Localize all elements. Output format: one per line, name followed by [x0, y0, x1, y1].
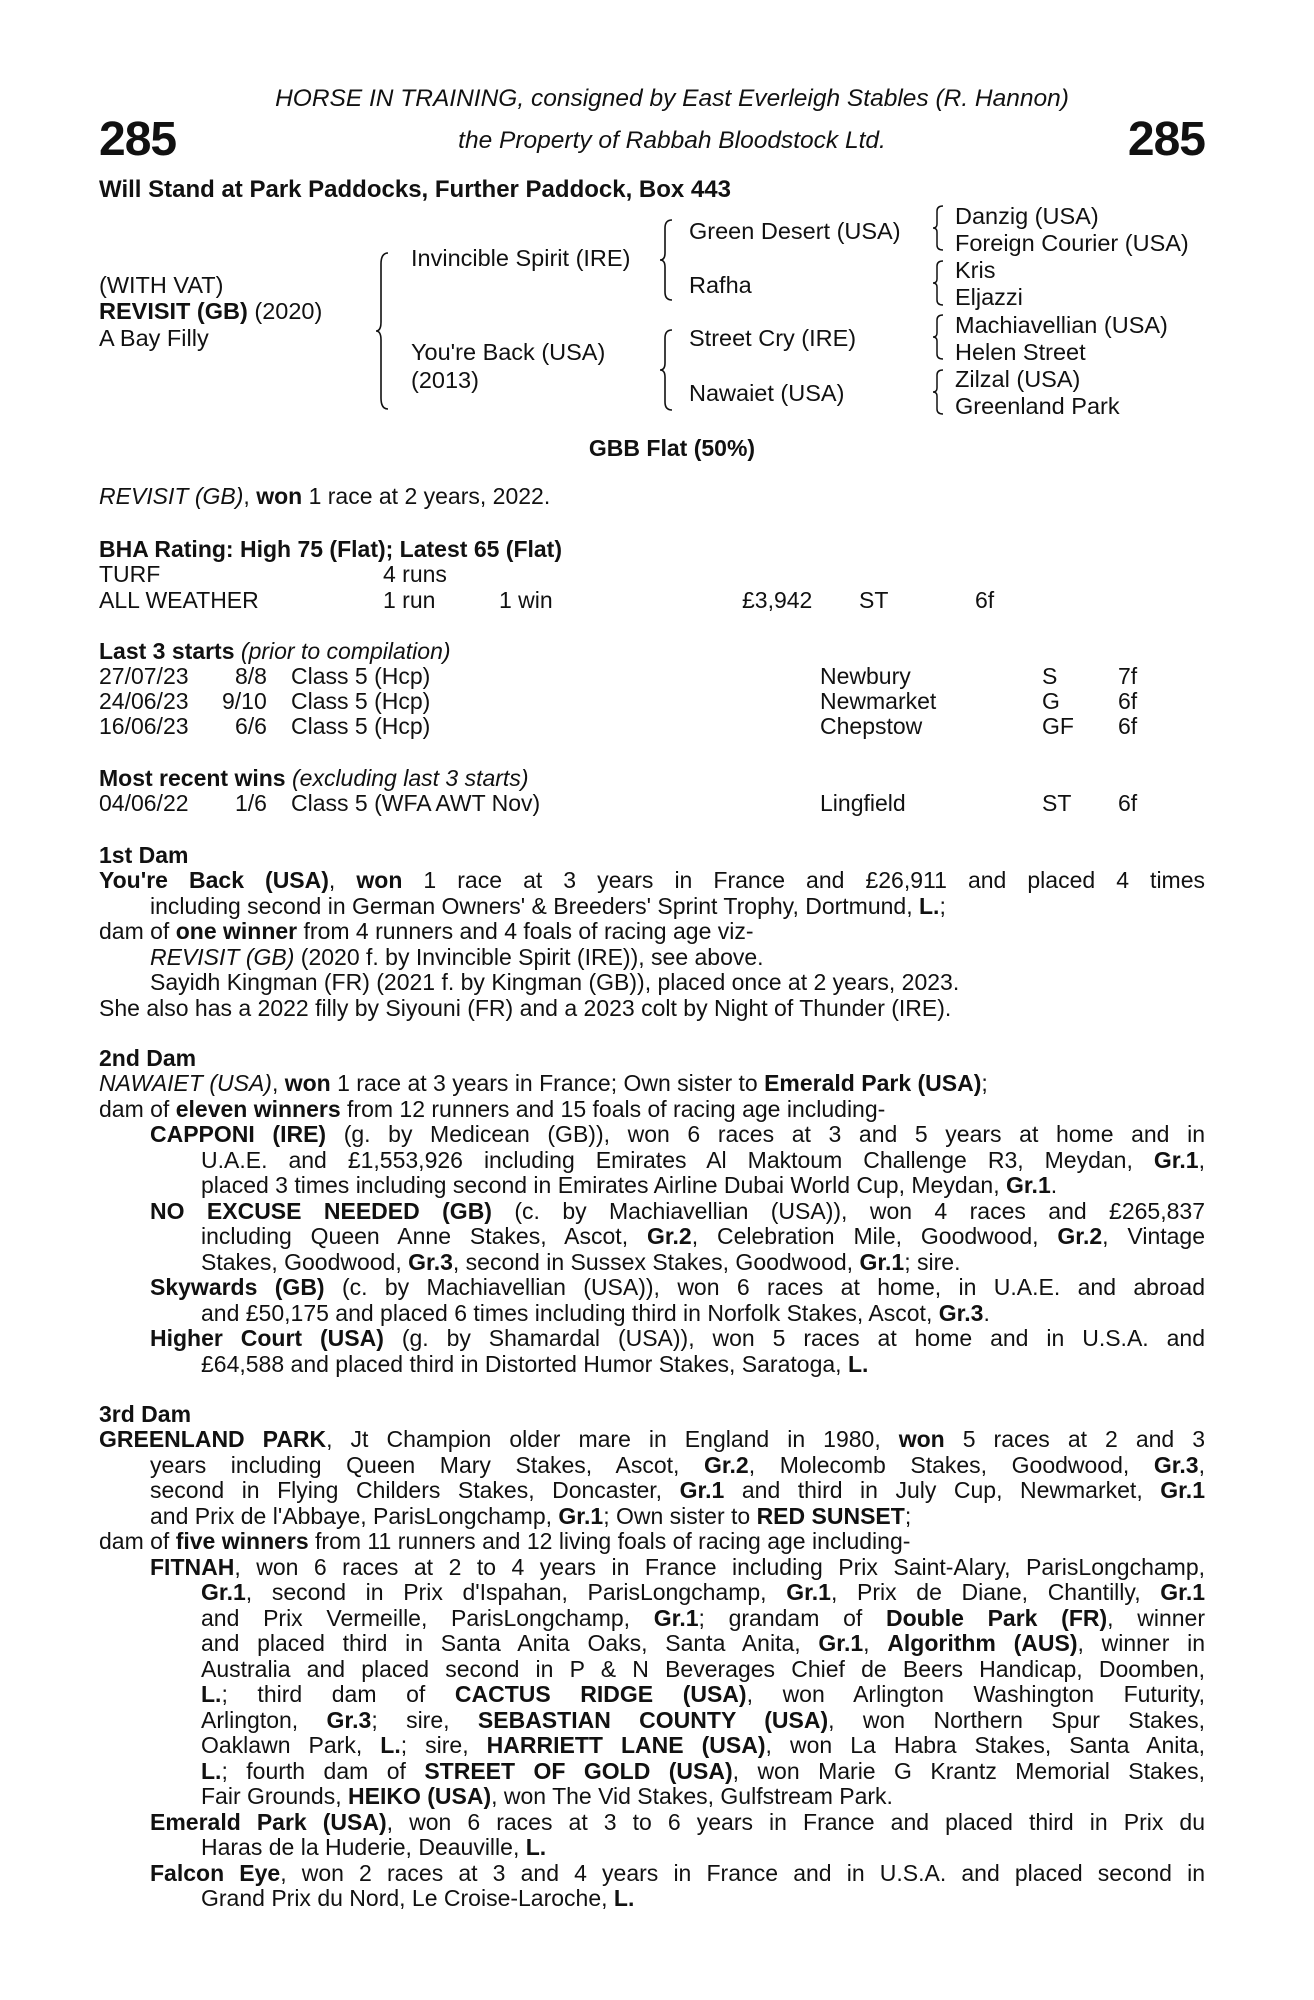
property-line: the Property of Rabbah Bloodstock Ltd.	[458, 127, 886, 154]
start-race: Class 5 (Hcp)	[291, 713, 431, 739]
start-date: 16/06/23	[99, 713, 189, 739]
win-distance: 6f	[1118, 790, 1138, 816]
recent-note: (excluding last 3 starts)	[292, 765, 529, 791]
last3-heading	[99, 639, 451, 665]
horse-name: REVISIT (GB)	[99, 298, 248, 324]
dam: You're Back (USA)	[411, 339, 606, 365]
last3-title: Last 3 starts	[99, 638, 235, 664]
consignor-line: HORSE IN TRAINING, consigned by East Everleigh Stables (R. Hannon)	[275, 85, 1069, 112]
start-course: Chepstow	[820, 713, 923, 739]
dd-brace	[933, 369, 945, 415]
start-going: GF	[1042, 713, 1074, 739]
dam2-text: NAWAIET (USA), won 1 race at 3 years in France; Own sister to Emerald Park (USA); dam of eleven winners from 12 runners and 15 foals of racing age including- CAPPONI (IRE) (g. by Medicean (GB)), won 6 races at 3 and 5 years at home and in U.A.E. and £1,553,926 including Emirates Al Maktoum Challenge R3, Meydan, Gr.1, placed 3 times including second in Emirates Airline Dubai World Cup, Meydan, Gr.1. NO EXCUSE NEEDED (GB) (c. by Machiavellian (USA)), won 4 races and £265,837 including Queen Anne Stakes, Ascot, Gr.2, Celebration Mile, Goodwood, Gr.2, Vintage Stakes, Goodwood, Gr.3, second in Sussex Stakes, Goodwood, Gr.1; sire. Skywards (GB) (c. by Machiavellian (USA)), won 6 races at home, in U.A.E. and abroad and £50,175 and placed 6 times including third in Norfolk Stakes, Ascot, Gr.3. Higher Court (USA) (g. by Shamardal (USA)), won 5 races at home and in U.S.A. and £64,588 and placed third in Distorted Humor Stakes, Saratoga, L.	[99, 1070, 1205, 1377]
start-race: Class 5 (Hcp)	[291, 663, 431, 689]
sire-dam: Rafha	[689, 272, 752, 298]
horse-name-line	[99, 299, 322, 325]
start-position: 9/10	[222, 688, 267, 714]
start-date: 27/07/23	[99, 663, 189, 689]
start-course: Newbury	[820, 663, 911, 689]
ds-brace	[933, 314, 945, 360]
vat-note: (WITH VAT)	[99, 272, 224, 298]
win-course: Lingfield	[820, 790, 906, 816]
dam-year: (2013)	[411, 367, 479, 393]
dam-dam: Nawaiet (USA)	[689, 380, 845, 406]
dam3-title: 3rd Dam	[99, 1401, 192, 1427]
start-going: S	[1042, 663, 1058, 689]
lot-number-right: 285	[1127, 113, 1205, 166]
bha-rating: BHA Rating: High 75 (Flat); Latest 65 (Flat)	[99, 536, 562, 562]
gbb-status: GBB Flat (50%)	[588, 435, 756, 461]
rating-going: ST	[859, 587, 889, 613]
recent-title: Most recent wins	[99, 765, 286, 791]
horse-description: A Bay Filly	[99, 325, 209, 351]
sire-sire: Green Desert (USA)	[689, 218, 901, 244]
win-date: 04/06/22	[99, 790, 189, 816]
lot-number-left: 285	[99, 113, 177, 166]
sire-brace	[660, 219, 674, 301]
summary-won: won	[256, 483, 303, 509]
start-course: Newmarket	[820, 688, 937, 714]
last3-note: (prior to compilation)	[240, 638, 451, 664]
start-position: 8/8	[235, 663, 267, 689]
sd-brace	[933, 260, 945, 306]
stand-location: Will Stand at Park Paddocks, Further Paddock, Box 443	[99, 176, 731, 203]
sire-sire-dam: Foreign Courier (USA)	[955, 230, 1189, 256]
sire-dam-sire: Kris	[955, 257, 996, 283]
sire-sire-sire: Danzig (USA)	[955, 203, 1099, 229]
start-date: 24/06/23	[99, 688, 189, 714]
win-going: ST	[1042, 790, 1072, 816]
win-race: Class 5 (WFA AWT Nov)	[291, 790, 541, 816]
dam1-text: You're Back (USA), won 1 race at 3 years in France and £26,911 and placed 4 times including second in German Owners' & Breeders' Sprint Trophy, Dortmund, L.; dam of one winner from 4 runners and 4 foals of racing age viz- REVISIT (GB) (2020 f. by Invincible Spirit (IRE)), see above. Sayidh Kingman (FR) (2021 f. by Kingman (GB)), placed once at 2 years, 2023. She also has a 2022 filly by Siyouni (FR) and a 2023 colt by Night of Thunder (IRE).	[99, 867, 1205, 1021]
main-brace	[376, 252, 390, 410]
start-distance: 7f	[1118, 663, 1138, 689]
rating-runs: 1 run	[383, 587, 436, 613]
race-summary: REVISIT (GB), won 1 race at 2 years, 2022.	[99, 483, 551, 509]
win-position: 1/6	[235, 790, 267, 816]
rating-wins: 1 win	[499, 587, 553, 613]
dam-brace	[660, 329, 674, 411]
rating-dist: 6f	[975, 587, 995, 613]
summary-horse: REVISIT (GB)	[99, 483, 244, 509]
rating-surface: ALL WEATHER	[99, 587, 259, 613]
start-distance: 6f	[1118, 688, 1138, 714]
dam1-title: 1st Dam	[99, 842, 189, 868]
dam-sire: Street Cry (IRE)	[689, 325, 857, 351]
sire: Invincible Spirit (IRE)	[411, 245, 631, 271]
recent-heading	[99, 766, 528, 792]
dam-dam-dam: Greenland Park	[955, 393, 1120, 419]
dam2-title: 2nd Dam	[99, 1045, 197, 1071]
start-position: 6/6	[235, 713, 267, 739]
ss-brace	[933, 205, 945, 251]
sire-dam-dam: Eljazzi	[955, 284, 1023, 310]
dam3-text: GREENLAND PARK, Jt Champion older mare in England in 1980, won 5 races at 2 and 3 years including Queen Mary Stakes, Ascot, Gr.2, Molecomb Stakes, Goodwood, Gr.3, second in Flying Childers Stakes, Doncaster, Gr.1 and third in July Cup, Newmarket, Gr.1 and Prix de l'Abbaye, ParisLongchamp, Gr.1; Own sister to RED SUNSET; dam of five winners from 11 runners and 12 living foals of racing age including- FITNAH, won 6 races at 2 to 4 years in France including Prix Saint-Alary, ParisLongchamp, Gr.1, second in Prix d'Ispahan, ParisLongchamp, Gr.1, Prix de Diane, Chantilly, Gr.1 and Prix Vermeille, ParisLongchamp, Gr.1; grandam of Double Park (FR), winner and placed third in Santa Anita Oaks, Santa Anita, Gr.1, Algorithm (AUS), winner in Australia and placed second in P & N Beverages Chief de Beers Handicap, Doomben, L.; third dam of CACTUS RIDGE (USA), won Arlington Washington Futurity, Arlington, Gr.3; sire, SEBASTIAN COUNTY (USA), won Northern Spur Stakes, Oaklawn Park, L.; sire, HARRIETT LANE (USA), won La Habra Stakes, Santa Anita, L.; fourth dam of STREET OF GOLD (USA), won Marie G Krantz Memorial Stakes, Fair Grounds, HEIKO (USA), won The Vid Stakes, Gulfstream Park. Emerald Park (USA), won 6 races at 3 to 6 years in France and placed third in Prix du Haras de la Huderie, Deauville, L. Falcon Eye, won 2 races at 3 and 4 years in France and in U.S.A. and placed second in Grand Prix du Nord, Le Croise-Laroche, L.	[99, 1426, 1206, 1911]
horse-year: (2020)	[254, 298, 323, 324]
rating-prize: £3,942	[742, 587, 813, 613]
dam-sire-dam: Helen Street	[955, 339, 1086, 365]
rating-surface: TURF	[99, 561, 161, 587]
dam-sire-sire: Machiavellian (USA)	[955, 312, 1168, 338]
start-distance: 6f	[1118, 713, 1138, 739]
rating-runs: 4 runs	[383, 561, 447, 587]
start-going: G	[1042, 688, 1060, 714]
dam-dam-sire: Zilzal (USA)	[955, 366, 1081, 392]
summary-text: 1 race at 2 years, 2022.	[302, 483, 551, 509]
start-race: Class 5 (Hcp)	[291, 688, 431, 714]
